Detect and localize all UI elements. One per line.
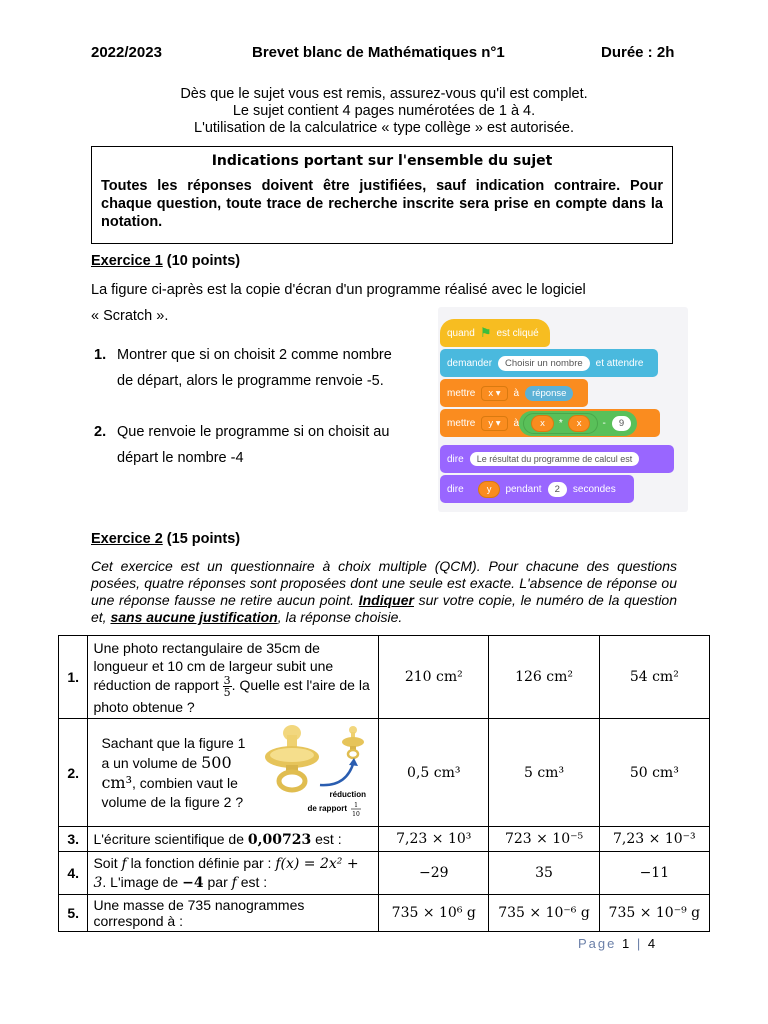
qcm-table	[58, 635, 710, 932]
exercise-1-intro-a: La figure ci-après est la copie d'écran d'un programme réalisé avec le logiciel	[91, 282, 586, 298]
answer-reporter: réponse	[525, 386, 573, 401]
instructions-part-c: , la réponse choisie.	[277, 609, 403, 625]
exercise-1-q1	[94, 346, 106, 364]
times-operator	[523, 413, 598, 434]
green-flag-icon: ⚑	[479, 325, 492, 340]
q4-question-part-a: Soit	[93, 855, 118, 871]
qcm-row-5	[59, 895, 710, 932]
exercise-2-heading	[91, 531, 240, 547]
instructions-part-b: sur votre copie, le numéro de la question et,	[91, 592, 677, 625]
q4-f-symbol: f	[121, 856, 127, 872]
qcm-row-4-question	[88, 852, 379, 895]
qcm-row-1	[59, 636, 710, 719]
say-var-y: y	[478, 481, 501, 498]
ask-prompt: Choisir un nombre	[498, 356, 590, 371]
pacifier-small-icon	[342, 726, 364, 758]
when-flag-clicked-block	[440, 319, 550, 347]
q3-number: 0,00723	[247, 831, 312, 848]
say-result-block	[440, 445, 674, 473]
q4-value: −4	[182, 875, 204, 891]
say-label-2: dire	[447, 483, 464, 495]
instructions-indiquer: Indiquer	[358, 592, 414, 608]
operand-x1: x	[531, 415, 554, 432]
clicked-label: est cliqué	[496, 327, 539, 339]
q2-question-part-a: Sachant que la figure 1 a un volume de	[101, 734, 246, 771]
qcm-row-3-answer-c: 7,23 × 10⁻³	[599, 827, 709, 852]
qcm-row-2-answer-a: 0,5 cm³	[379, 719, 489, 827]
qcm-row-4-answer-a: −29	[379, 852, 489, 895]
q4-question-part-c: . L'image de	[102, 874, 179, 890]
q2-volume: 500 cm³	[101, 752, 232, 792]
indications-body: Toutes les réponses doivent être justifiées, sauf indication contraire. Pour chaque question, toute trace de recherche inscrite sera prise en compte dans la notation.	[101, 178, 663, 230]
intro-line-3: L'utilisation de la calculatrice « type collège » est autorisée.	[194, 120, 574, 136]
qcm-row-5-answer-c: 735 × 10⁻⁹ g	[599, 895, 709, 932]
qcm-row-1-number: 1.	[59, 636, 88, 719]
q1-frac-numerator: 3	[223, 673, 231, 687]
page-word: Page	[578, 936, 617, 951]
qcm-row-3-number: 3.	[59, 827, 88, 852]
arrow-head-icon	[349, 758, 358, 766]
exam-duration: Durée : 2h	[601, 44, 675, 61]
qcm-row-1-answer-b: 126 cm²	[489, 636, 599, 719]
say-label: dire	[447, 453, 464, 465]
school-year: 2022/2023	[91, 44, 162, 61]
q1-fraction	[223, 675, 232, 698]
operand-nine: 9	[612, 416, 631, 431]
qcm-row-4-answer-c: −11	[599, 852, 709, 895]
to-label-2: à	[513, 417, 520, 429]
qcm-row-2-question	[88, 719, 379, 827]
pacifier-large-icon	[265, 725, 319, 790]
qcm-row-1-answer-a: 210 cm²	[379, 636, 489, 719]
q2-question-text	[93, 734, 251, 812]
when-label: quand	[447, 327, 475, 339]
qcm-row-1-question	[88, 636, 379, 719]
q4-f-symbol-2: f	[231, 875, 237, 891]
reduction-frac-numerator: 1	[354, 802, 359, 809]
q2-number: 2.	[94, 424, 107, 440]
q1-number: 1.	[94, 347, 107, 363]
exercise-1-q2	[94, 423, 106, 441]
q2-text-a: Que renvoie le programme si on choisit au	[117, 424, 390, 440]
qcm-row-5-question: Une masse de 735 nanogrammes correspond à :	[88, 895, 379, 932]
reduction-frac-denominator: 10	[352, 811, 361, 818]
qcm-row-3	[59, 827, 710, 852]
qcm-row-3-answer-b: 723 × 10⁻⁵	[489, 827, 599, 852]
var-x-name: x	[488, 387, 494, 399]
for-label: pendant	[505, 483, 542, 495]
var-y-name: y	[488, 417, 494, 429]
q1-question-part-b: . Quelle est l'aire de la photo obtenue ?	[93, 676, 370, 715]
exercise-1-heading	[91, 253, 240, 269]
page-current: 1	[622, 936, 632, 951]
secs-value: 2	[548, 482, 567, 497]
q4-function-expression: f(x) = 2x² + 3	[93, 856, 359, 891]
pacifier-figures-illustration	[262, 721, 374, 825]
qcm-row-5-answer-b: 735 × 10⁻⁶ g	[489, 895, 599, 932]
exercise-2-instructions	[91, 558, 677, 626]
indications-box	[91, 146, 673, 244]
qcm-row-4-answer-b: 35	[489, 852, 599, 895]
qcm-row-2-answer-c: 50 cm³	[599, 719, 709, 827]
q4-question-part-b: la fonction définie par :	[130, 855, 272, 871]
qcm-row-3-answer-a: 7,23 × 10³	[379, 827, 489, 852]
q1-question-part-a: Une photo rectangulaire de 35cm de longueur et 10 cm de largeur subit une réduction de rapport	[93, 639, 334, 693]
intro-line-2: Le sujet contient 4 pages numérotées de 1 à 4.	[232, 103, 536, 119]
qcm-row-5-answer-a: 735 × 10⁶ g	[379, 895, 489, 932]
exercise-2-title: Exercice 2	[91, 531, 163, 547]
to-label: à	[513, 387, 520, 399]
exercise-2-points: (15 points)	[166, 531, 241, 547]
q2-text-b: départ le nombre -4	[117, 450, 244, 466]
q1-text-a: Montrer que si on choisit 2 comme nombre	[117, 347, 392, 363]
say-for-secs-block	[440, 475, 634, 503]
qcm-row-2	[59, 719, 710, 827]
page-separator: |	[636, 936, 643, 951]
q1-text-b: de départ, alors le programme renvoie -5.	[117, 373, 384, 389]
var-y-dropdown: y ▾	[481, 416, 507, 431]
q1-frac-denominator: 5	[223, 685, 231, 699]
qcm-row-3-question	[88, 827, 379, 852]
set-label-2: mettre	[447, 417, 476, 429]
q3-question-part-b: est :	[315, 830, 342, 847]
and-wait-label: et attendre	[595, 357, 644, 369]
minus-sign: -	[602, 417, 606, 429]
page-footer	[578, 936, 657, 951]
exercise-1-intro-b: « Scratch ».	[91, 308, 169, 324]
page-total: 4	[647, 936, 658, 951]
document-title: Brevet blanc de Mathématiques n°1	[252, 44, 505, 61]
set-x-block	[440, 379, 588, 407]
exercise-1-points: (10 points)	[166, 253, 241, 269]
ask-and-wait-block	[440, 349, 658, 377]
indications-title: Indications portant sur l'ensemble du sujet	[211, 153, 553, 169]
qcm-row-5-number: 5.	[59, 895, 88, 932]
reduction-label-1: réduction	[330, 790, 367, 799]
q3-question-part-a: L'écriture scientifique de	[93, 830, 245, 847]
scratch-program	[438, 307, 688, 512]
reduction-arrow-icon	[320, 761, 354, 785]
q4-question-part-d: par	[207, 874, 228, 890]
set-y-block	[440, 409, 660, 437]
instructions-sans-justification: sans aucune justification	[110, 609, 278, 625]
qcm-row-4	[59, 852, 710, 895]
reduction-label-2: de rapport	[307, 804, 348, 813]
operand-x2: x	[568, 415, 591, 432]
qcm-row-2-answer-b: 5 cm³	[489, 719, 599, 827]
q4-question-part-e: est :	[240, 874, 268, 890]
set-label: mettre	[447, 387, 476, 399]
intro-line-1: Dès que le sujet vous est remis, assurez-vous qu'il est complet.	[180, 86, 588, 102]
times-sign: *	[558, 417, 563, 429]
instructions-part-a: Cet exercice est un questionnaire à choix multiple (QCM). Pour chacune des questions posées, quatre réponses sont proposées dont une seule est exacte. L'absence de réponse ou une réponse fausse ne retire aucun point.	[91, 558, 677, 608]
q2-question-part-b: , combien vaut le volume de la figure 2 ?	[101, 774, 244, 810]
qcm-row-2-number: 2.	[59, 719, 88, 827]
say-text: Le résultat du programme de calcul est	[470, 452, 640, 466]
var-x-dropdown: x ▾	[481, 386, 507, 401]
qcm-row-4-number: 4.	[59, 852, 88, 895]
minus-operator	[519, 411, 637, 436]
ask-label: demander	[447, 357, 493, 369]
qcm-row-1-answer-c: 54 cm²	[599, 636, 709, 719]
exercise-1-title: Exercice 1	[91, 253, 163, 269]
seconds-label: secondes	[572, 483, 616, 495]
